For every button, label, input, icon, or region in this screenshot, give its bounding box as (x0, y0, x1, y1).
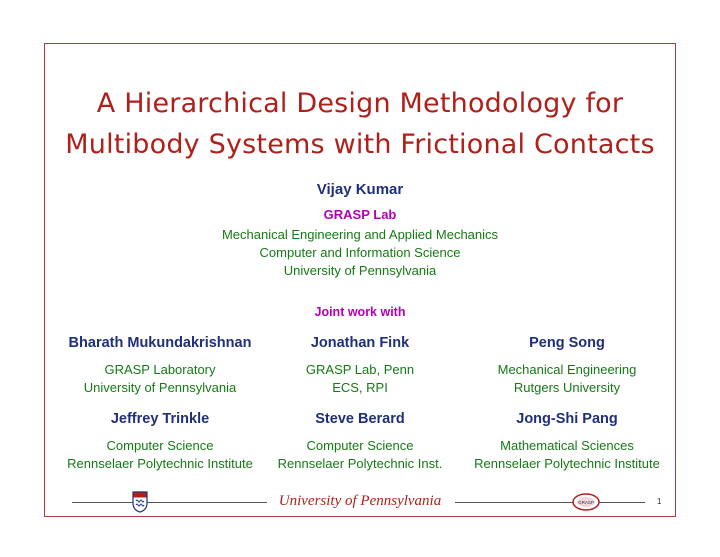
collaborator-affiliation: University of Pennsylvania (83, 380, 237, 395)
grasp-logo-icon (572, 493, 600, 511)
footer-university-text: University of Pennsylvania (273, 493, 447, 509)
collaborator-affiliation: Mathematical Sciences (500, 438, 634, 453)
collaborator-affiliation: GRASP Laboratory (104, 362, 216, 377)
collaborator-name: Peng Song (529, 335, 605, 351)
collaborator-block (245, 335, 475, 397)
collaborator-name: Bharath Mukundakrishnan (68, 335, 252, 351)
grasp-logo-text: GRASP (578, 500, 594, 505)
collaborator-name: Jonathan Fink (310, 335, 410, 351)
slide-title-line1: A Hierarchical Design Methodology for (96, 88, 624, 119)
collaborator-block (45, 335, 275, 397)
collaborator-affiliation: Rennselaer Polytechnic Institute (474, 456, 660, 471)
collaborator-affiliation: Rutgers University (513, 380, 621, 395)
author-name: Vijay Kumar (316, 181, 404, 198)
collaborator-affiliation: Computer Science (306, 438, 414, 453)
collaborator-name: Jong-Shi Pang (516, 411, 618, 427)
author-lab: GRASP Lab (323, 207, 397, 222)
collaborator-affiliation: Mechanical Engineering (497, 362, 637, 377)
slide-title-line2: Multibody Systems with Frictional Contacts (65, 129, 655, 160)
author-affiliation-1: Mechanical Engineering and Applied Mechanics (221, 227, 499, 242)
footer-university (0, 493, 720, 510)
joint-work-label: Joint work with (314, 305, 406, 319)
page-number: 1 (657, 497, 662, 506)
collaborator-block (452, 335, 682, 397)
collaborator-name: Steve Berard (315, 411, 405, 427)
collaborator-block (45, 411, 275, 473)
collaborator-affiliation: GRASP Lab, Penn (305, 362, 415, 377)
collaborator-affiliation: Computer Science (106, 438, 214, 453)
collaborator-block (245, 411, 475, 473)
author-affiliation-2: Computer and Information Science (259, 245, 461, 260)
collaborator-affiliation: Rennselaer Polytechnic Institute (67, 456, 253, 471)
collaborator-affiliation: ECS, RPI (332, 380, 388, 395)
collaborator-block (452, 411, 682, 473)
collaborator-affiliation: Rennselaer Polytechnic Inst. (277, 456, 443, 471)
collaborator-name: Jeffrey Trinkle (110, 411, 210, 427)
author-affiliation-3: University of Pennsylvania (283, 263, 437, 278)
